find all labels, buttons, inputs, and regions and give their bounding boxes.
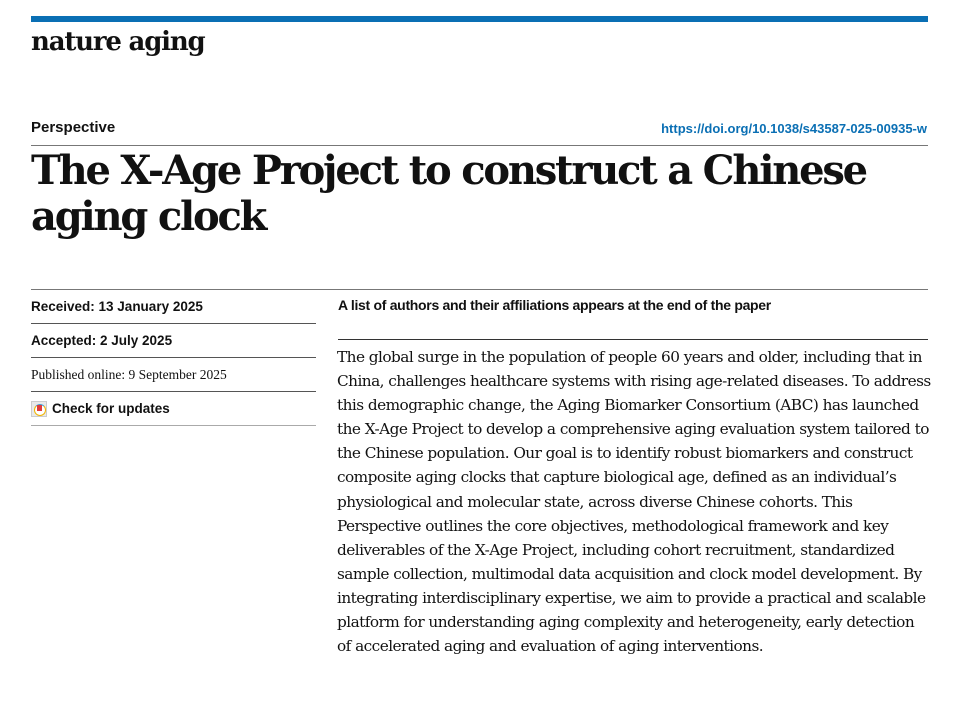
- check-for-updates-label: Check for updates: [52, 401, 170, 416]
- abstract-divider: [338, 339, 928, 340]
- published-date: Published online: 9 September 2025: [31, 358, 316, 392]
- journal-logo: nature aging: [31, 27, 205, 57]
- accepted-date: Accepted: 2 July 2025: [31, 324, 316, 358]
- header-divider: [31, 145, 928, 146]
- doi-link[interactable]: https://doi.org/10.1038/s43587-025-00935-w: [661, 121, 927, 136]
- check-for-updates-icon: [31, 401, 47, 417]
- article-dates: [31, 290, 316, 426]
- authors-note: A list of authors and their affiliations appears at the end of the paper: [338, 297, 771, 313]
- brand-top-bar: [31, 16, 928, 22]
- received-date: Received: 13 January 2025: [31, 290, 316, 324]
- abstract-text: The global surge in the population of people 60 years and older, including that in China, challenges healthcare systems with rising age-related diseases. To address this demographic change, the Aging Biomarker Consortium (ABC) has launched the X-Age Project to develop a comprehensive aging evaluation system tailored to the Chinese population. Our goal is to identify robust biomarkers and construct composite aging clocks that capture biological age, defined as an individual’s physiological and molecular state, across diverse Chinese cohorts. This Perspective outlines the core objectives, methodological framework and key deliverables of the X-Age Project, including cohort recruitment, standardized sample collection, multimodal data acquisition and clock model development. By integrating interdisciplinary expertise, we aim to provide a practical and scalable platform for understanding aging complexity and heterogeneity, early detection of accelerated aging and evaluation of aging interventions.: [337, 348, 931, 656]
- article-type-label: Perspective: [31, 119, 116, 136]
- article-title: The X-Age Project to construct a Chinese aging clock: [31, 147, 866, 240]
- check-for-updates-button[interactable]: [31, 392, 316, 426]
